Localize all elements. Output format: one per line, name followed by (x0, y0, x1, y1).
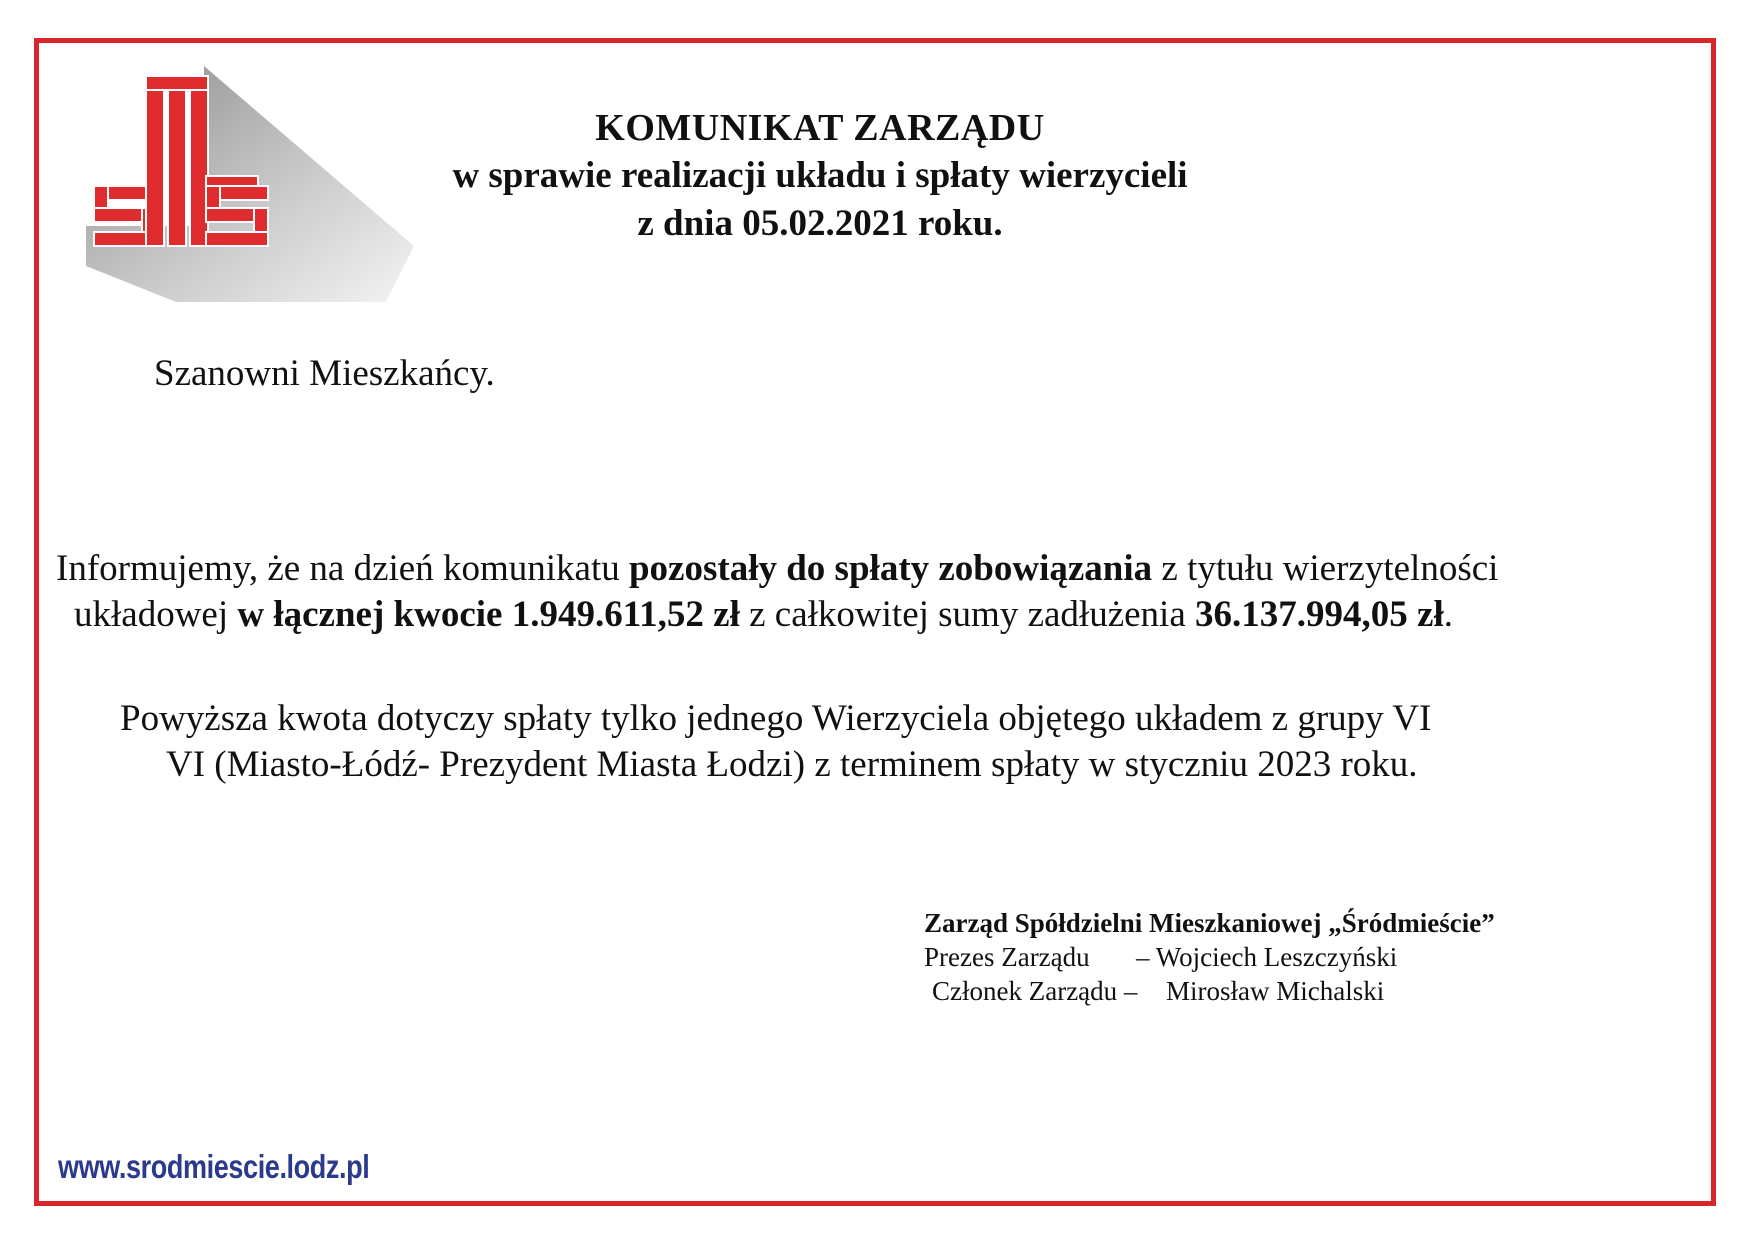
creditor-paragraph-line-1: Powyższa kwota dotyczy spłaty tylko jednego Wierzyciela objętego układem z grupy VI (120, 698, 1432, 739)
text-fragment: z całkowitej sumy zadłużenia (739, 594, 1196, 635)
text-fragment: układowej (74, 594, 238, 635)
announcement-title: KOMUNIKAT ZARZĄDU (595, 107, 1045, 149)
website-link[interactable]: www.srodmiescie.lodz.pl (58, 1148, 370, 1185)
signature-organization: Zarząd Spółdzielni Mieszkaniowej „Śródmieście” (924, 908, 1495, 938)
debt-paragraph-line-1 (56, 546, 1706, 592)
bold-remaining-amount: w łącznej kwocie 1.949.611,52 zł (237, 594, 740, 635)
bold-total-debt: 36.137.994,05 zł (1195, 594, 1444, 635)
announcement-subtitle: w sprawie realizacji układu i spłaty wierzycieli (452, 155, 1188, 196)
text-fragment: Informujemy, że na dzień komunikatu (56, 548, 629, 589)
text-fragment: z tytułu wierzytelności (1152, 548, 1499, 589)
signature-name: Mirosław Michalski (1166, 976, 1385, 1006)
signature-role: Prezes Zarządu (924, 942, 1090, 972)
announcement-date: z dnia 05.02.2021 roku. (637, 203, 1003, 244)
signature-block (924, 906, 1495, 1008)
greeting: Szanowni Mieszkańcy. (154, 353, 495, 394)
text-fragment: . (1443, 594, 1453, 635)
signature-row-president (924, 940, 1495, 974)
announcement-header (340, 104, 1300, 248)
debt-paragraph (56, 546, 1706, 638)
signature-row-member (924, 974, 1495, 1008)
signature-role: Członek Zarządu – (932, 976, 1138, 1006)
signature-name: – Wojciech Leszczyński (1136, 942, 1398, 972)
creditor-paragraph-line-2: VI (Miasto-Łódź- Prezydent Miasta Łodzi) z terminem spłaty w styczniu 2023 roku. (166, 744, 1418, 785)
creditor-paragraph (120, 696, 1680, 788)
debt-paragraph-line-2 (56, 592, 1706, 638)
bold-remaining-liabilities: pozostały do spłaty zobowiązania (628, 548, 1153, 589)
